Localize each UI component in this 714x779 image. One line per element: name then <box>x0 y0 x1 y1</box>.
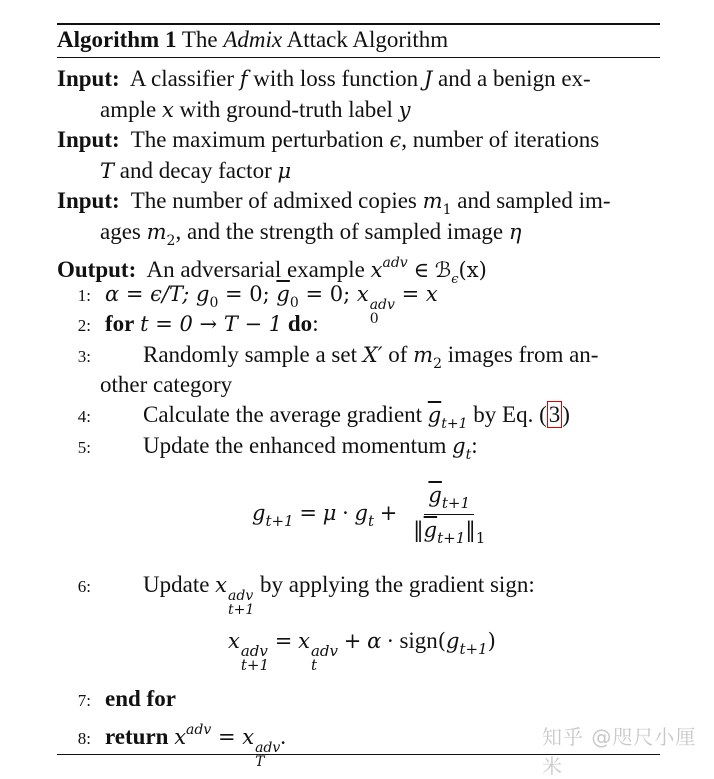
line-number: 4: <box>77 407 91 426</box>
keyword-end-for: end for <box>105 686 176 711</box>
step-3: 3: Randomly sample a set X′ of $m_2$ images from an- <box>57 341 598 378</box>
input-3-line-1: Input: The number of admixed copies $m_1$ and sampled im- <box>57 188 611 218</box>
step-8: 8: return $x^{adv} = x$ adv T . <box>57 716 286 769</box>
input-keyword: Input: <box>57 188 120 213</box>
output-line: Output: An adversarial example $x^{adv}$ ∈ ℬ$_\epsilon$(x) <box>57 255 487 287</box>
line-number: 5: <box>77 438 91 457</box>
input-keyword: Input: <box>57 66 120 91</box>
equation-reference-link[interactable]: 3 <box>548 402 561 427</box>
line-number: 1: <box>77 286 91 305</box>
fraction: $\frac{\overline{g}_{t+1}}{‖\overline{g}_{t+1}‖_1}$ <box>413 483 486 547</box>
algorithm-label: Algorithm 1 <box>57 27 177 52</box>
line-number: 6: <box>77 577 91 596</box>
step-1: 1: α = ϵ/T; $g_0 = 0$; $\overline{g}_0 = 0$; x adv 0 = x <box>57 280 438 326</box>
line-number: 7: <box>77 691 91 710</box>
watermark: 知乎 @咫尺小厘米 <box>542 725 697 778</box>
step-4: 4: Calculate the average gradient $\overline{g}_{t+1}$ by Eq. (3) <box>57 401 570 438</box>
line-number: 8: <box>77 729 91 748</box>
algorithm-name: Admix <box>223 27 283 52</box>
output-keyword: Output: <box>57 257 137 282</box>
top-rule <box>57 23 660 25</box>
step-2: 2: for t = 0 → T − 1 do: <box>57 310 319 340</box>
keyword-for: for <box>105 311 135 336</box>
line-number: 2: <box>77 316 91 335</box>
keyword-do: do <box>287 311 313 336</box>
algorithm-title: Algorithm 1 The Admix Attack Algorithm <box>57 27 449 52</box>
input-2-line-1: Input: The maximum perturbation ϵ, number of iterations <box>57 127 600 152</box>
input-2-line-2: T and decay factor μ <box>100 158 292 183</box>
input-keyword: Input: <box>57 127 120 152</box>
step-6: 6: Update x adv t+1 by applying the gradient sign: <box>57 571 535 617</box>
input-1-line-2: ample x with ground-truth label y <box>100 97 411 122</box>
step-3-continued: other category <box>100 372 233 397</box>
keyword-return: return <box>105 724 169 749</box>
momentum-equation: $g_{t+1} = \mu \cdot g_t$ + $\frac{\overline{g}_{t+1}}{‖\overline{g}_{t+1}‖_1}$ <box>252 482 489 547</box>
step-7 <box>57 685 176 715</box>
input-3-line-2: ages $m_2$, and the strength of sampled image η <box>100 219 522 249</box>
update-equation: x adv t+1 = x adv t + $\alpha \cdot sign(g_{t+1})$ <box>228 628 496 674</box>
header-rule <box>57 57 660 58</box>
input-1-line-1: Input: A classifier f with loss function J and a benign ex- <box>57 66 591 91</box>
line-number: 3: <box>77 347 91 366</box>
step-5: 5: Update the enhanced momentum $g_t$: <box>57 432 478 469</box>
